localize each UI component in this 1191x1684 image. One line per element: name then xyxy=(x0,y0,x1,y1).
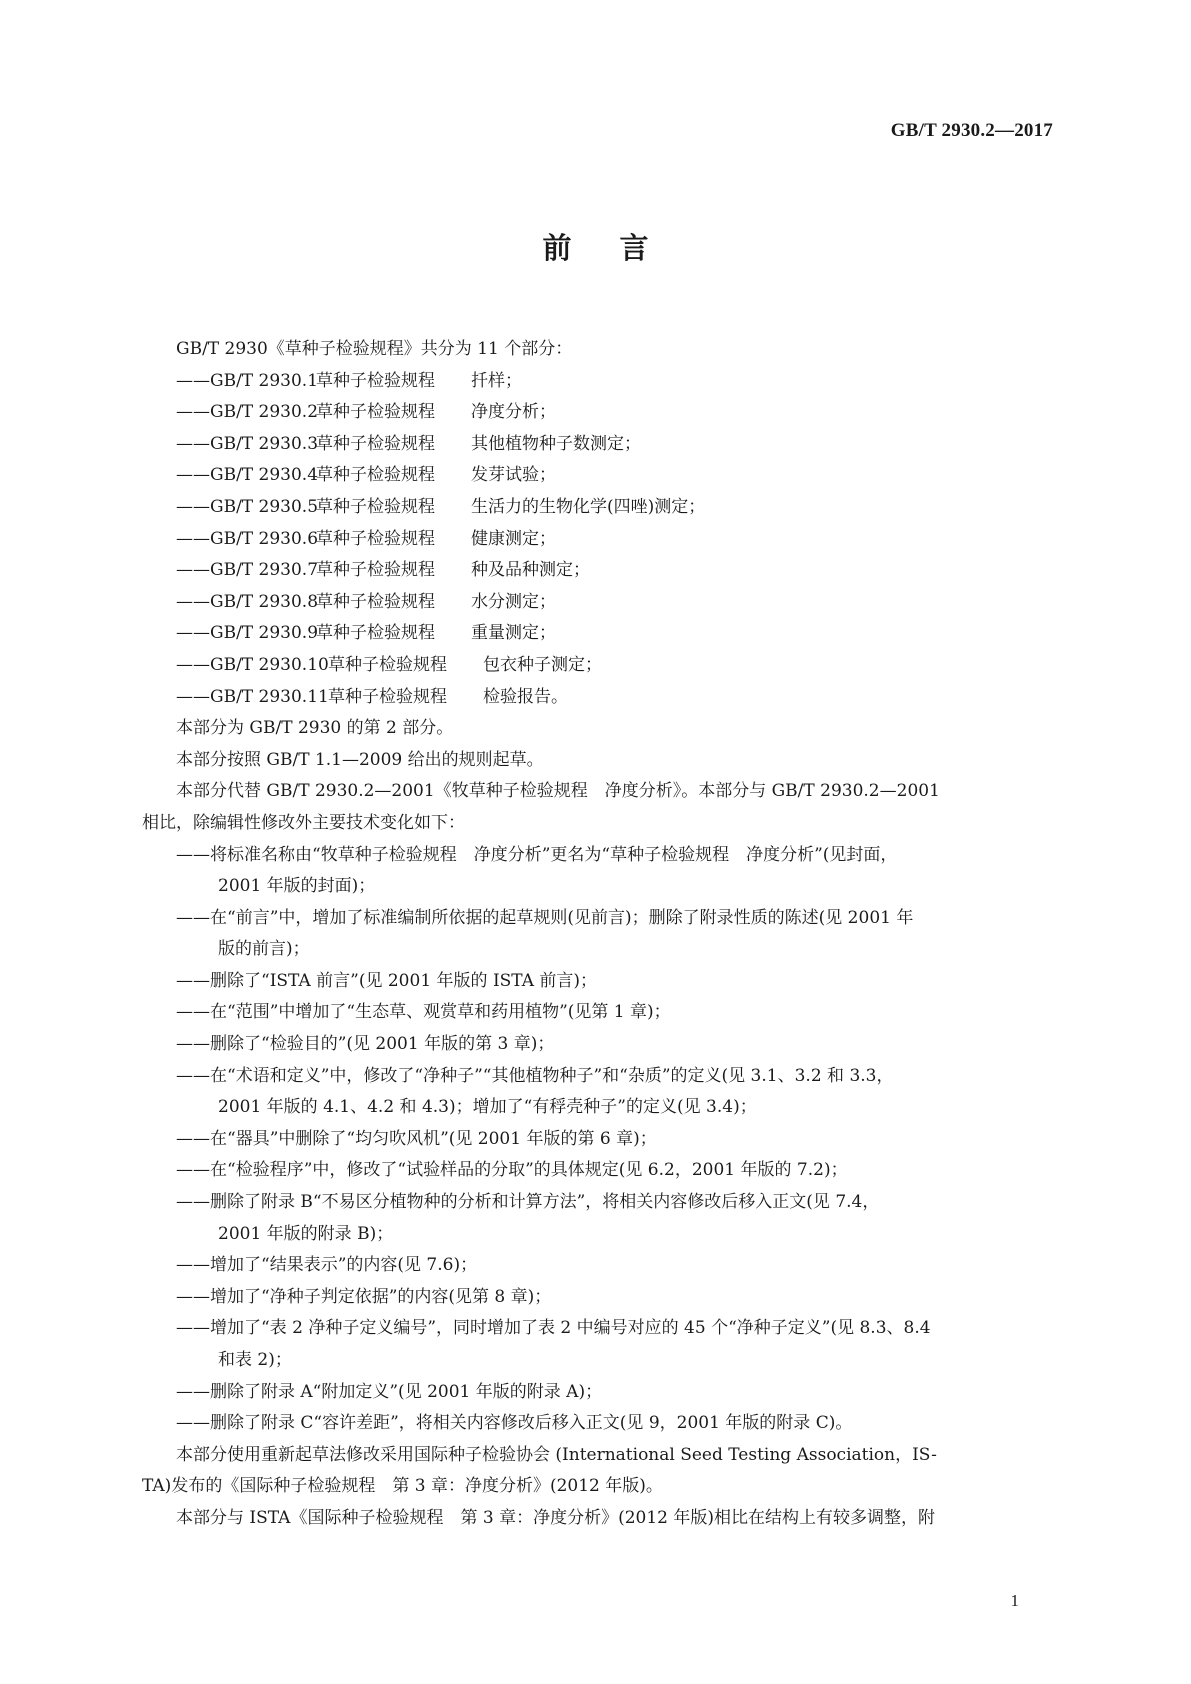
part-list-item xyxy=(176,682,1056,714)
change-item-continuation: 2001 年版的附录 B)； xyxy=(218,1223,394,1244)
change-item: ——在“器具”中删除了“均匀吹风机”(见 2001 年版的第 6 章)； xyxy=(176,1128,657,1149)
part-code: ——GB/T 2930.2 xyxy=(176,402,319,423)
part-title: 生活力的生物化学(四唑)测定； xyxy=(471,496,706,517)
part-series: 草种子检验规程 xyxy=(316,623,435,644)
part-code: ——GB/T 2930.11 xyxy=(176,686,329,707)
part-series: 草种子检验规程 xyxy=(316,433,435,454)
part-code: ——GB/T 2930.9 xyxy=(176,623,319,644)
part-list-item xyxy=(176,460,1056,492)
page-title xyxy=(0,226,1191,267)
change-item: ——增加了“表 2 净种子定义编号”，同时增加了表 2 中编号对应的 45 个“净种子定义”(见 8.3、8.4 xyxy=(176,1318,931,1339)
part-code: ——GB/T 2930.5 xyxy=(176,496,319,517)
change-item-continuation: 和表 2)； xyxy=(218,1350,292,1370)
part-code: ——GB/T 2930.7 xyxy=(176,560,319,581)
part-title: 检验报告。 xyxy=(483,686,568,707)
part-list-item xyxy=(176,587,1056,619)
part-title: 扦样； xyxy=(471,370,522,391)
title-char-2: 言 xyxy=(619,231,649,265)
paragraph-adoption-line-1: 本部分使用重新起草法修改采用国际种子检验协会 (International Seed Testing Association，IS- xyxy=(176,1444,937,1465)
paragraph-replaces-line-2: 相比，除编辑性修改外主要技术变化如下： xyxy=(142,812,465,833)
change-item: ——在“前言”中，增加了标准编制所依据的起草规则(见前言)；删除了附录性质的陈述(见 2001 年 xyxy=(176,907,914,928)
part-list-item xyxy=(176,397,1056,429)
part-list-item xyxy=(176,650,1056,682)
part-list-item xyxy=(176,555,1056,587)
part-title: 发芽试验； xyxy=(471,465,556,486)
part-title: 净度分析； xyxy=(471,402,556,423)
part-code: ——GB/T 2930.1 xyxy=(176,370,319,391)
change-item-continuation: 2001 年版的封面)； xyxy=(218,876,376,897)
changes-list xyxy=(176,840,1056,1440)
part-list-item xyxy=(176,618,1056,650)
part-code: ——GB/T 2930.6 xyxy=(176,528,319,549)
change-item: ——删除了“ISTA 前言”(见 2001 年版的 ISTA 前言)； xyxy=(176,970,598,991)
part-title: 重量测定； xyxy=(471,623,556,644)
paragraph-adoption-line-2: TA)发布的《国际种子检验规程 第 3 章：净度分析》(2012 年版)。 xyxy=(142,1476,663,1497)
page-number: 1 xyxy=(1010,1591,1019,1610)
paragraph-part-number: 本部分为 GB/T 2930 的第 2 部分。 xyxy=(176,718,454,739)
change-item: ——在“检验程序”中，修改了“试验样品的分取”的具体规定(见 6.2，2001 年版的 7.2)； xyxy=(176,1160,848,1181)
parts-list xyxy=(176,366,1056,714)
part-series: 草种子检验规程 xyxy=(316,402,435,423)
standard-number: GB/T 2930.2—2017 xyxy=(890,120,1053,141)
change-item-continuation: 版的前言)； xyxy=(218,939,310,960)
part-title: 水分测定； xyxy=(471,591,556,612)
part-code: ——GB/T 2930.4 xyxy=(176,465,319,486)
part-series: 草种子检验规程 xyxy=(328,654,447,675)
part-list-item xyxy=(176,429,1056,461)
part-list-item xyxy=(176,524,1056,556)
title-char-1: 前 xyxy=(542,231,572,265)
part-title: 健康测定； xyxy=(471,528,556,549)
part-series: 草种子检验规程 xyxy=(316,528,435,549)
part-series: 草种子检验规程 xyxy=(328,686,447,707)
change-item-continuation: 2001 年版的 4.1、4.2 和 4.3)；增加了“有稃壳种子”的定义(见 3.4)； xyxy=(218,1097,757,1118)
change-item: ——在“范围”中增加了“生态草、观赏草和药用植物”(见第 1 章)； xyxy=(176,1002,671,1023)
intro-paragraph: GB/T 2930《草种子检验规程》共分为 11 个部分： xyxy=(176,339,573,359)
part-list-item xyxy=(176,492,1056,524)
change-item: ——增加了“结果表示”的内容(见 7.6)； xyxy=(176,1255,478,1276)
part-code: ——GB/T 2930.3 xyxy=(176,433,319,454)
paragraph-replaces-line-1: 本部分代替 GB/T 2930.2—2001《牧草种子检验规程 净度分析》。本部分与 GB/T 2930.2—2001 xyxy=(176,781,940,802)
paragraph-drafting-rules: 本部分按照 GB/T 1.1—2009 给出的规则起草。 xyxy=(176,749,544,770)
foreword-body xyxy=(142,334,1056,1535)
part-title: 其他植物种子数测定； xyxy=(471,433,641,454)
part-list-item xyxy=(176,366,1056,398)
part-title: 包衣种子测定； xyxy=(483,654,602,675)
part-series: 草种子检验规程 xyxy=(316,370,435,391)
part-title: 种及品种测定； xyxy=(471,560,590,581)
change-item: ——删除了附录 A“附加定义”(见 2001 年版的附录 A)； xyxy=(176,1381,603,1402)
change-item: ——删除了附录 C“容许差距”，将相关内容修改后移入正文(见 9，2001 年版的附录 C)。 xyxy=(176,1413,853,1434)
part-series: 草种子检验规程 xyxy=(316,591,435,612)
change-item: ——删除了附录 B“不易区分植物种的分析和计算方法”，将相关内容修改后移入正文(见 7.4， xyxy=(176,1192,880,1213)
part-series: 草种子检验规程 xyxy=(316,560,435,581)
part-series: 草种子检验规程 xyxy=(316,465,435,486)
change-item: ——删除了“检验目的”(见 2001 年版的第 3 章)； xyxy=(176,1034,555,1055)
part-code: ——GB/T 2930.8 xyxy=(176,591,319,612)
paragraph-structure-line-1: 本部分与 ISTA《国际种子检验规程 第 3 章：净度分析》(2012 年版)相比在结构上有较多调整，附 xyxy=(176,1507,936,1528)
part-series: 草种子检验规程 xyxy=(316,496,435,517)
change-item: ——将标准名称由“牧草种子检验规程 净度分析”更名为“草种子检验规程 净度分析”(见封面， xyxy=(176,844,898,865)
part-code: ——GB/T 2930.10 xyxy=(176,654,329,675)
change-item: ——在“术语和定义”中，修改了“净种子”“其他植物种子”和“杂质”的定义(见 3.1、3.2 和 3.3， xyxy=(176,1065,894,1086)
change-item: ——增加了“净种子判定依据”的内容(见第 8 章)； xyxy=(176,1286,552,1307)
